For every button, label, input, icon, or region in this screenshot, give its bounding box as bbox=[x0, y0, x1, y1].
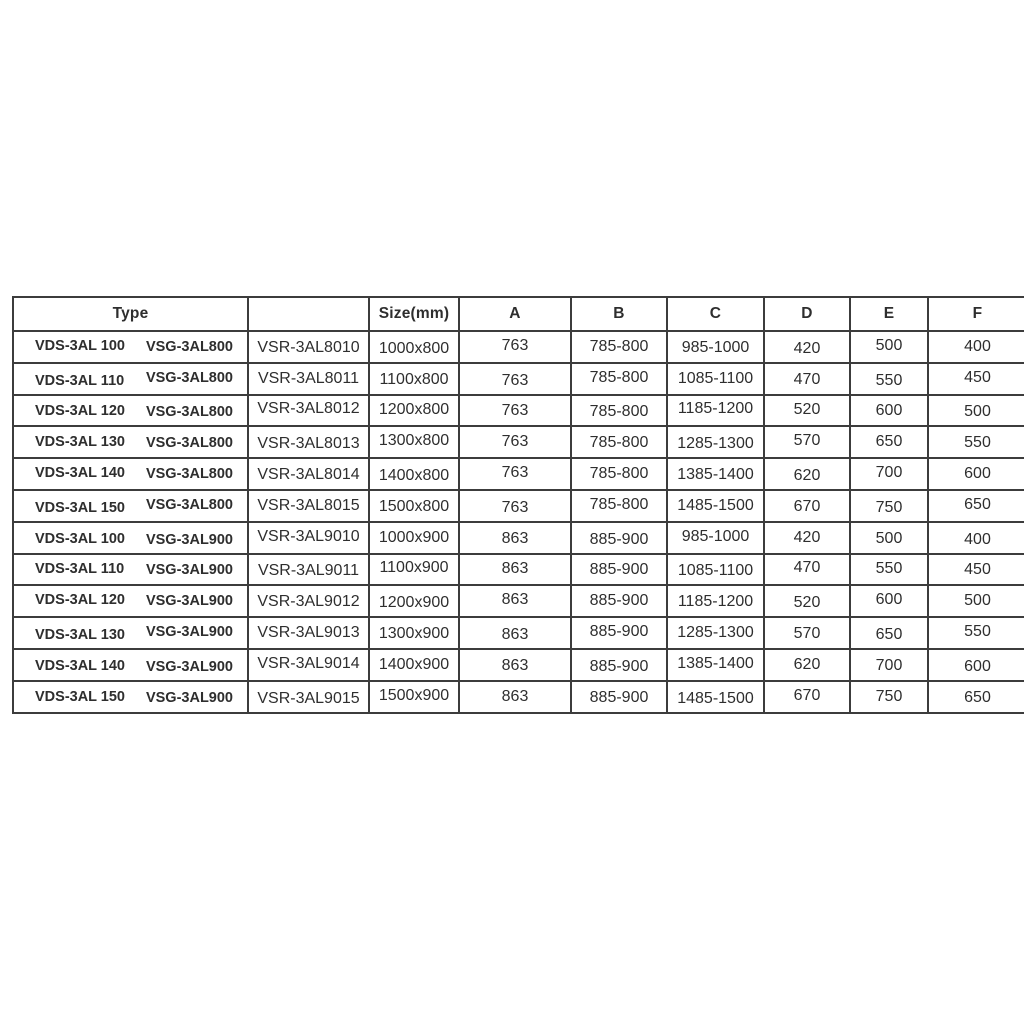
value-a-cell: 763 bbox=[459, 458, 571, 490]
value-c-cell: 1085-1100 bbox=[667, 554, 764, 586]
value-e-cell: 500 bbox=[850, 331, 928, 363]
header-type: Type bbox=[13, 297, 248, 331]
table-row bbox=[13, 363, 1024, 395]
value-d-cell: 520 bbox=[764, 585, 850, 617]
type-cell bbox=[13, 363, 248, 395]
type-cell bbox=[13, 522, 248, 554]
value-c-cell: 1185-1200 bbox=[667, 585, 764, 617]
value-d-cell: 420 bbox=[764, 331, 850, 363]
model-cell: VSR-3AL8012 bbox=[248, 395, 369, 427]
value-e-cell: 650 bbox=[850, 426, 928, 458]
value-e-cell: 700 bbox=[850, 458, 928, 490]
size-cell: 1200x800 bbox=[369, 395, 459, 427]
type-cell bbox=[13, 395, 248, 427]
header-col-f: F bbox=[928, 297, 1024, 331]
value-f-cell: 600 bbox=[928, 649, 1024, 681]
value-a-cell: 763 bbox=[459, 331, 571, 363]
model-cell: VSR-3AL8014 bbox=[248, 458, 369, 490]
value-b-cell: 785-800 bbox=[571, 331, 667, 363]
value-f-cell: 650 bbox=[928, 490, 1024, 522]
value-a-cell: 863 bbox=[459, 585, 571, 617]
value-c-cell: 1185-1200 bbox=[667, 395, 764, 427]
type-vsg-label: VSG-3AL800 bbox=[145, 466, 233, 483]
value-f-cell: 500 bbox=[928, 395, 1024, 427]
value-c-cell: 1485-1500 bbox=[667, 490, 764, 522]
size-cell: 1500x900 bbox=[369, 681, 459, 713]
size-cell: 1300x900 bbox=[369, 617, 459, 649]
value-c-cell: 1485-1500 bbox=[667, 681, 764, 713]
type-cell bbox=[13, 331, 248, 363]
type-vds-label: VDS-3AL 150 bbox=[35, 688, 125, 705]
value-d-cell: 420 bbox=[764, 522, 850, 554]
type-vds-label: VDS-3AL 100 bbox=[35, 530, 125, 547]
model-cell: VSR-3AL8013 bbox=[248, 426, 369, 458]
model-cell: VSR-3AL8011 bbox=[248, 363, 369, 395]
value-f-cell: 650 bbox=[928, 681, 1024, 713]
type-vsg-label: VSG-3AL900 bbox=[145, 624, 233, 641]
value-e-cell: 550 bbox=[850, 363, 928, 395]
value-a-cell: 863 bbox=[459, 617, 571, 649]
value-f-cell: 450 bbox=[928, 554, 1024, 586]
value-f-cell: 550 bbox=[928, 426, 1024, 458]
value-e-cell: 550 bbox=[850, 554, 928, 586]
table-row bbox=[13, 617, 1024, 649]
size-cell: 1000x800 bbox=[369, 331, 459, 363]
model-cell: VSR-3AL8015 bbox=[248, 490, 369, 522]
table-row bbox=[13, 649, 1024, 681]
value-d-cell: 620 bbox=[764, 649, 850, 681]
size-cell: 1400x800 bbox=[369, 458, 459, 490]
value-e-cell: 600 bbox=[850, 585, 928, 617]
type-vsg-label: VSG-3AL800 bbox=[145, 435, 233, 452]
type-vds-label: VDS-3AL 120 bbox=[35, 403, 125, 420]
model-cell: VSR-3AL9014 bbox=[248, 649, 369, 681]
value-a-cell: 763 bbox=[459, 395, 571, 427]
value-e-cell: 750 bbox=[850, 490, 928, 522]
model-cell: VSR-3AL9013 bbox=[248, 617, 369, 649]
header-col-c: C bbox=[667, 297, 764, 331]
value-b-cell: 885-900 bbox=[571, 554, 667, 586]
table-row bbox=[13, 395, 1024, 427]
value-a-cell: 863 bbox=[459, 554, 571, 586]
value-b-cell: 785-800 bbox=[571, 490, 667, 522]
value-a-cell: 863 bbox=[459, 681, 571, 713]
value-c-cell: 1285-1300 bbox=[667, 426, 764, 458]
value-c-cell: 985-1000 bbox=[667, 522, 764, 554]
value-b-cell: 785-800 bbox=[571, 395, 667, 427]
type-vds-label: VDS-3AL 130 bbox=[35, 434, 125, 451]
value-e-cell: 750 bbox=[850, 681, 928, 713]
value-f-cell: 600 bbox=[928, 458, 1024, 490]
model-cell: VSR-3AL9015 bbox=[248, 681, 369, 713]
value-d-cell: 570 bbox=[764, 617, 850, 649]
table-row bbox=[13, 458, 1024, 490]
value-e-cell: 700 bbox=[850, 649, 928, 681]
value-f-cell: 550 bbox=[928, 617, 1024, 649]
type-cell bbox=[13, 554, 248, 586]
size-cell: 1400x900 bbox=[369, 649, 459, 681]
type-vsg-label: VSG-3AL800 bbox=[145, 338, 233, 355]
value-c-cell: 1385-1400 bbox=[667, 649, 764, 681]
value-a-cell: 763 bbox=[459, 363, 571, 395]
model-cell: VSR-3AL9011 bbox=[248, 554, 369, 586]
table-row bbox=[13, 585, 1024, 617]
value-a-cell: 863 bbox=[459, 522, 571, 554]
value-b-cell: 785-800 bbox=[571, 426, 667, 458]
header-col-a: A bbox=[459, 297, 571, 331]
type-vds-label: VDS-3AL 140 bbox=[35, 657, 125, 674]
size-cell: 1200x900 bbox=[369, 585, 459, 617]
type-vds-label: VDS-3AL 110 bbox=[35, 561, 125, 578]
type-vsg-label: VSG-3AL800 bbox=[145, 496, 233, 513]
value-c-cell: 1385-1400 bbox=[667, 458, 764, 490]
header-model bbox=[248, 297, 369, 331]
size-cell: 1000x900 bbox=[369, 522, 459, 554]
type-vsg-label: VSG-3AL900 bbox=[145, 593, 233, 610]
size-cell: 1100x900 bbox=[369, 554, 459, 586]
header-col-e: E bbox=[850, 297, 928, 331]
type-vsg-label: VSG-3AL900 bbox=[145, 689, 233, 706]
value-a-cell: 763 bbox=[459, 426, 571, 458]
value-f-cell: 450 bbox=[928, 363, 1024, 395]
value-b-cell: 885-900 bbox=[571, 649, 667, 681]
value-a-cell: 763 bbox=[459, 490, 571, 522]
table-body bbox=[13, 331, 1024, 713]
model-cell: VSR-3AL9010 bbox=[248, 522, 369, 554]
value-b-cell: 885-900 bbox=[571, 585, 667, 617]
model-cell: VSR-3AL9012 bbox=[248, 585, 369, 617]
type-cell bbox=[13, 649, 248, 681]
value-c-cell: 1285-1300 bbox=[667, 617, 764, 649]
type-cell bbox=[13, 585, 248, 617]
table-row bbox=[13, 331, 1024, 363]
value-b-cell: 785-800 bbox=[571, 363, 667, 395]
value-f-cell: 400 bbox=[928, 522, 1024, 554]
header-size: Size(mm) bbox=[369, 297, 459, 331]
type-vds-label: VDS-3AL 110 bbox=[35, 372, 125, 389]
specification-table bbox=[12, 296, 1024, 714]
type-vsg-label: VSG-3AL900 bbox=[145, 562, 233, 579]
table-header bbox=[13, 297, 1024, 331]
type-vds-label: VDS-3AL 100 bbox=[35, 337, 125, 354]
value-c-cell: 985-1000 bbox=[667, 331, 764, 363]
size-cell: 1300x800 bbox=[369, 426, 459, 458]
value-d-cell: 670 bbox=[764, 681, 850, 713]
type-vsg-label: VSG-3AL800 bbox=[145, 369, 233, 386]
type-vds-label: VDS-3AL 140 bbox=[35, 465, 125, 482]
value-e-cell: 600 bbox=[850, 395, 928, 427]
type-vds-label: VDS-3AL 120 bbox=[35, 592, 125, 609]
table-row bbox=[13, 522, 1024, 554]
value-d-cell: 670 bbox=[764, 490, 850, 522]
value-c-cell: 1085-1100 bbox=[667, 363, 764, 395]
type-cell bbox=[13, 458, 248, 490]
value-d-cell: 570 bbox=[764, 426, 850, 458]
table-row bbox=[13, 490, 1024, 522]
size-cell: 1500x800 bbox=[369, 490, 459, 522]
type-cell bbox=[13, 490, 248, 522]
size-cell: 1100x800 bbox=[369, 363, 459, 395]
value-b-cell: 785-800 bbox=[571, 458, 667, 490]
value-d-cell: 470 bbox=[764, 554, 850, 586]
table-row bbox=[13, 426, 1024, 458]
model-cell: VSR-3AL8010 bbox=[248, 331, 369, 363]
type-cell bbox=[13, 426, 248, 458]
value-d-cell: 520 bbox=[764, 395, 850, 427]
type-cell bbox=[13, 617, 248, 649]
value-b-cell: 885-900 bbox=[571, 681, 667, 713]
value-b-cell: 885-900 bbox=[571, 617, 667, 649]
table-row bbox=[13, 554, 1024, 586]
value-d-cell: 620 bbox=[764, 458, 850, 490]
value-e-cell: 500 bbox=[850, 522, 928, 554]
type-vds-label: VDS-3AL 150 bbox=[35, 499, 125, 516]
value-e-cell: 650 bbox=[850, 617, 928, 649]
type-vsg-label: VSG-3AL800 bbox=[145, 404, 233, 421]
value-b-cell: 885-900 bbox=[571, 522, 667, 554]
type-cell bbox=[13, 681, 248, 713]
value-f-cell: 400 bbox=[928, 331, 1024, 363]
type-vsg-label: VSG-3AL900 bbox=[145, 531, 233, 548]
type-vds-label: VDS-3AL 130 bbox=[35, 627, 125, 644]
type-vsg-label: VSG-3AL900 bbox=[145, 658, 233, 675]
header-col-b: B bbox=[571, 297, 667, 331]
value-d-cell: 470 bbox=[764, 363, 850, 395]
value-f-cell: 500 bbox=[928, 585, 1024, 617]
table-row bbox=[13, 681, 1024, 713]
header-col-d: D bbox=[764, 297, 850, 331]
value-a-cell: 863 bbox=[459, 649, 571, 681]
header-row bbox=[13, 297, 1024, 331]
